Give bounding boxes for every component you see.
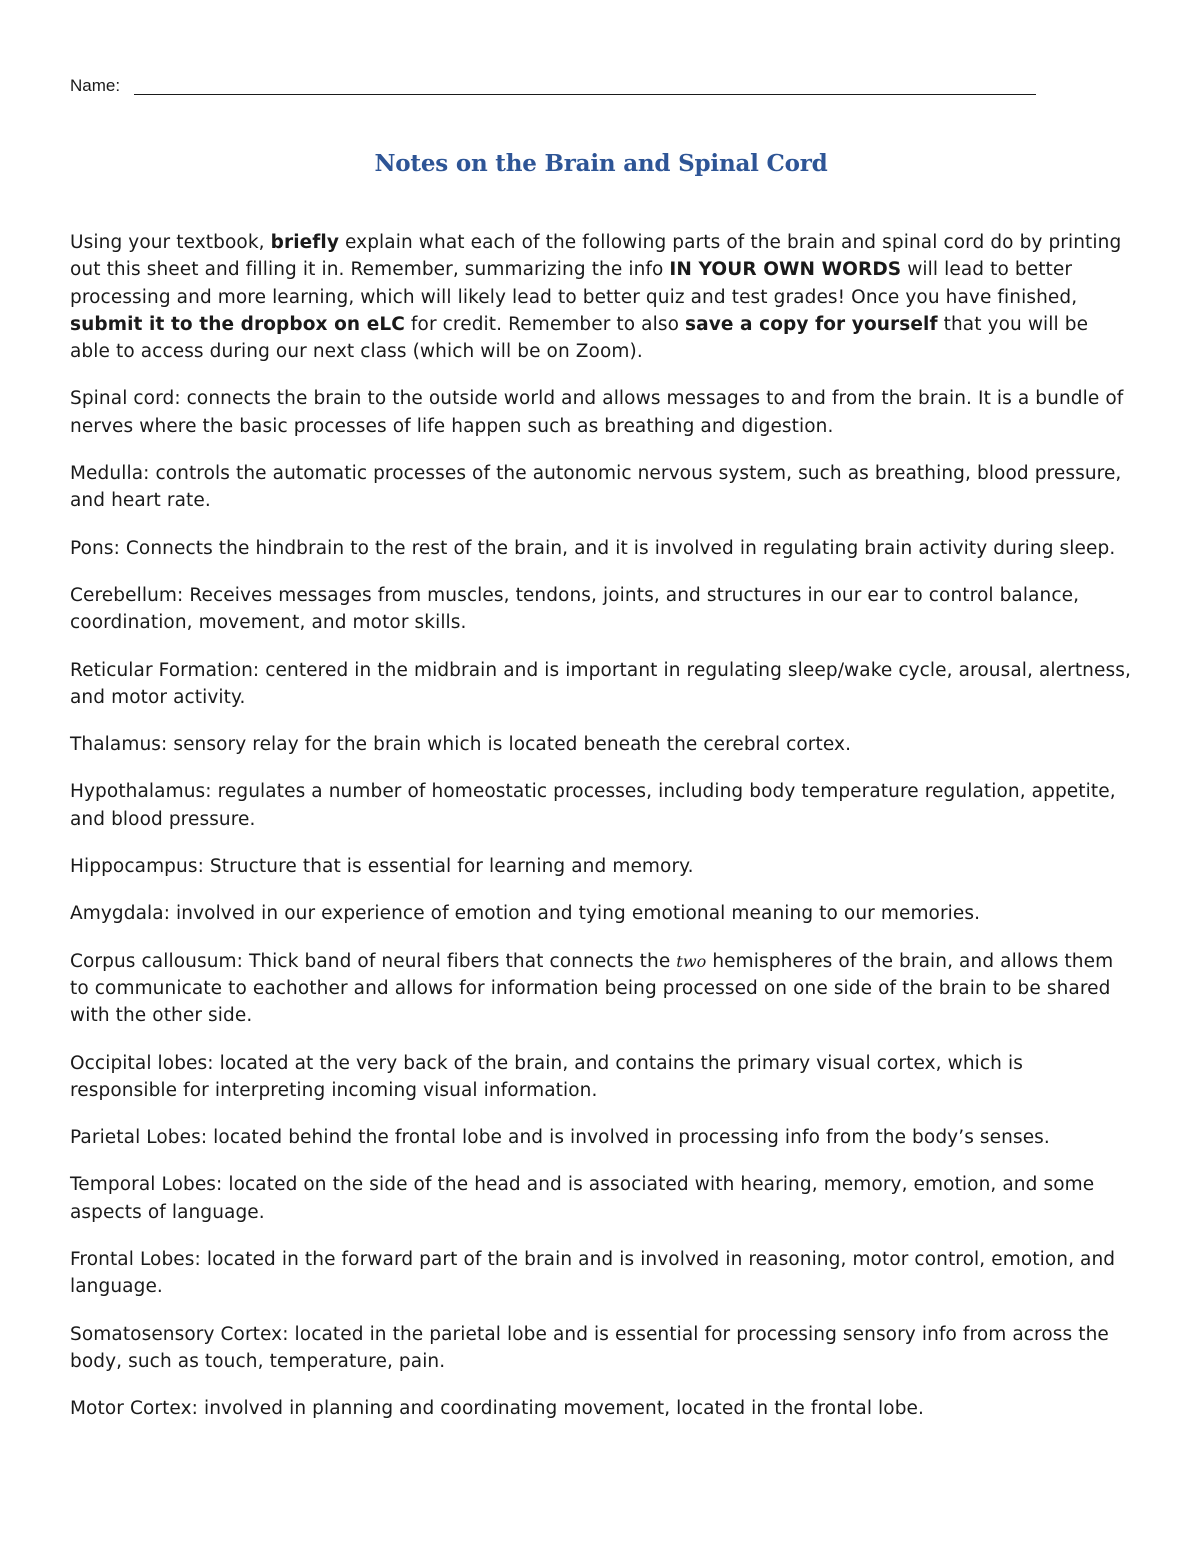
entry-pons: Pons: Connects the hindbrain to the rest of the brain, and it is involved in regulating brain activity during sleep. bbox=[70, 537, 1116, 559]
entry-motor-cortex: Motor Cortex: involved in planning and coordinating movement, located in the frontal lobe. bbox=[70, 1398, 925, 1420]
document-body bbox=[70, 229, 1132, 1443]
page-title: Notes on the Brain and Spinal Cord bbox=[374, 150, 828, 177]
entry-amygdala: Amygdala: involved in our experience of emotion and tying emotional meaning to our memories. bbox=[70, 903, 981, 925]
intro-emphasis: briefly bbox=[270, 232, 340, 253]
intro-text: that you will be able to access during our next class (which will be on Zoom). bbox=[70, 313, 1089, 363]
intro-emphasis: save a copy for yourself bbox=[685, 313, 938, 335]
intro-emphasis: submit it to the dropbox on eLC bbox=[70, 313, 405, 335]
entry-somatosensory-cortex: Somatosensory Cortex: located in the parietal lobe and is essential for processing sensory info from across the body, such as touch, temperature, pain. bbox=[70, 1323, 1109, 1372]
entry-temporal-lobes: Temporal Lobes: located on the side of the head and is associated with hearing, memory, emotion, and some aspects of language. bbox=[70, 1174, 1095, 1223]
instructions-paragraph bbox=[70, 229, 1132, 365]
entry-corpus-callosum bbox=[70, 948, 1132, 1030]
entry-frontal-lobes: Frontal Lobes: located in the forward part of the brain and is involved in reasoning, motor control, emotion, and language. bbox=[70, 1249, 1116, 1298]
entry-hypothalamus: Hypothalamus: regulates a number of homeostatic processes, including body temperature regulation, appetite, and blood pressure. bbox=[70, 781, 1116, 830]
entry-reticular-formation: Reticular Formation: centered in the midbrain and is important in regulating sleep/wake cycle, arousal, alertness, and motor activity. bbox=[70, 659, 1131, 708]
intro-text: explain what each of the following parts of the brain and spinal cord do by printing out this sheet and filling it in. Remember, summarizing the info bbox=[70, 232, 1122, 281]
intro-text: will lead to better processing and more learning, which will likely lead to better quiz and test grades! Once you have finished, bbox=[70, 259, 1078, 308]
name-label: Name: bbox=[70, 76, 121, 95]
entry-italic-word: two bbox=[676, 951, 707, 971]
intro-emphasis: IN YOUR OWN WORDS bbox=[669, 259, 902, 281]
name-row bbox=[70, 74, 1036, 98]
entry-text: Corpus callousum: Thick band of neural fibers that connects the bbox=[70, 950, 677, 972]
entry-medulla: Medulla: controls the automatic processes of the autonomic nervous system, such as breathing, blood pressure, and heart rate. bbox=[70, 463, 1122, 512]
entry-occipital-lobes: Occipital lobes: located at the very back of the brain, and contains the primary visual cortex, which is responsible for interpreting incoming visual information. bbox=[70, 1052, 1023, 1101]
intro-text: for credit. Remember to also bbox=[404, 313, 685, 335]
entry-cerebellum: Cerebellum: Receives messages from muscles, tendons, joints, and structures in our ear to control balance, coordination, movement, and motor skills. bbox=[70, 584, 1080, 634]
entry-parietal-lobes: Parietal Lobes: located behind the frontal lobe and is involved in processing info from the body’s senses. bbox=[70, 1127, 1050, 1149]
intro-text: Using your textbook, bbox=[70, 232, 271, 253]
name-blank-line bbox=[134, 94, 1036, 95]
entry-text: hemispheres of the brain, and allows them to communicate to eachother and allows for information being processed on one side of the brain to be shared with the other side. bbox=[70, 950, 1114, 1027]
entry-hippocampus: Hippocampus: Structure that is essential for learning and memory. bbox=[70, 856, 694, 878]
entry-thalamus: Thalamus: sensory relay for the brain which is located beneath the cerebral cortex. bbox=[70, 734, 852, 756]
entry-spinal-cord: Spinal cord: connects the brain to the outside world and allows messages to and from the brain. It is a bundle of nerves where the basic processes of life happen such as breathing and digestion. bbox=[70, 388, 1124, 437]
